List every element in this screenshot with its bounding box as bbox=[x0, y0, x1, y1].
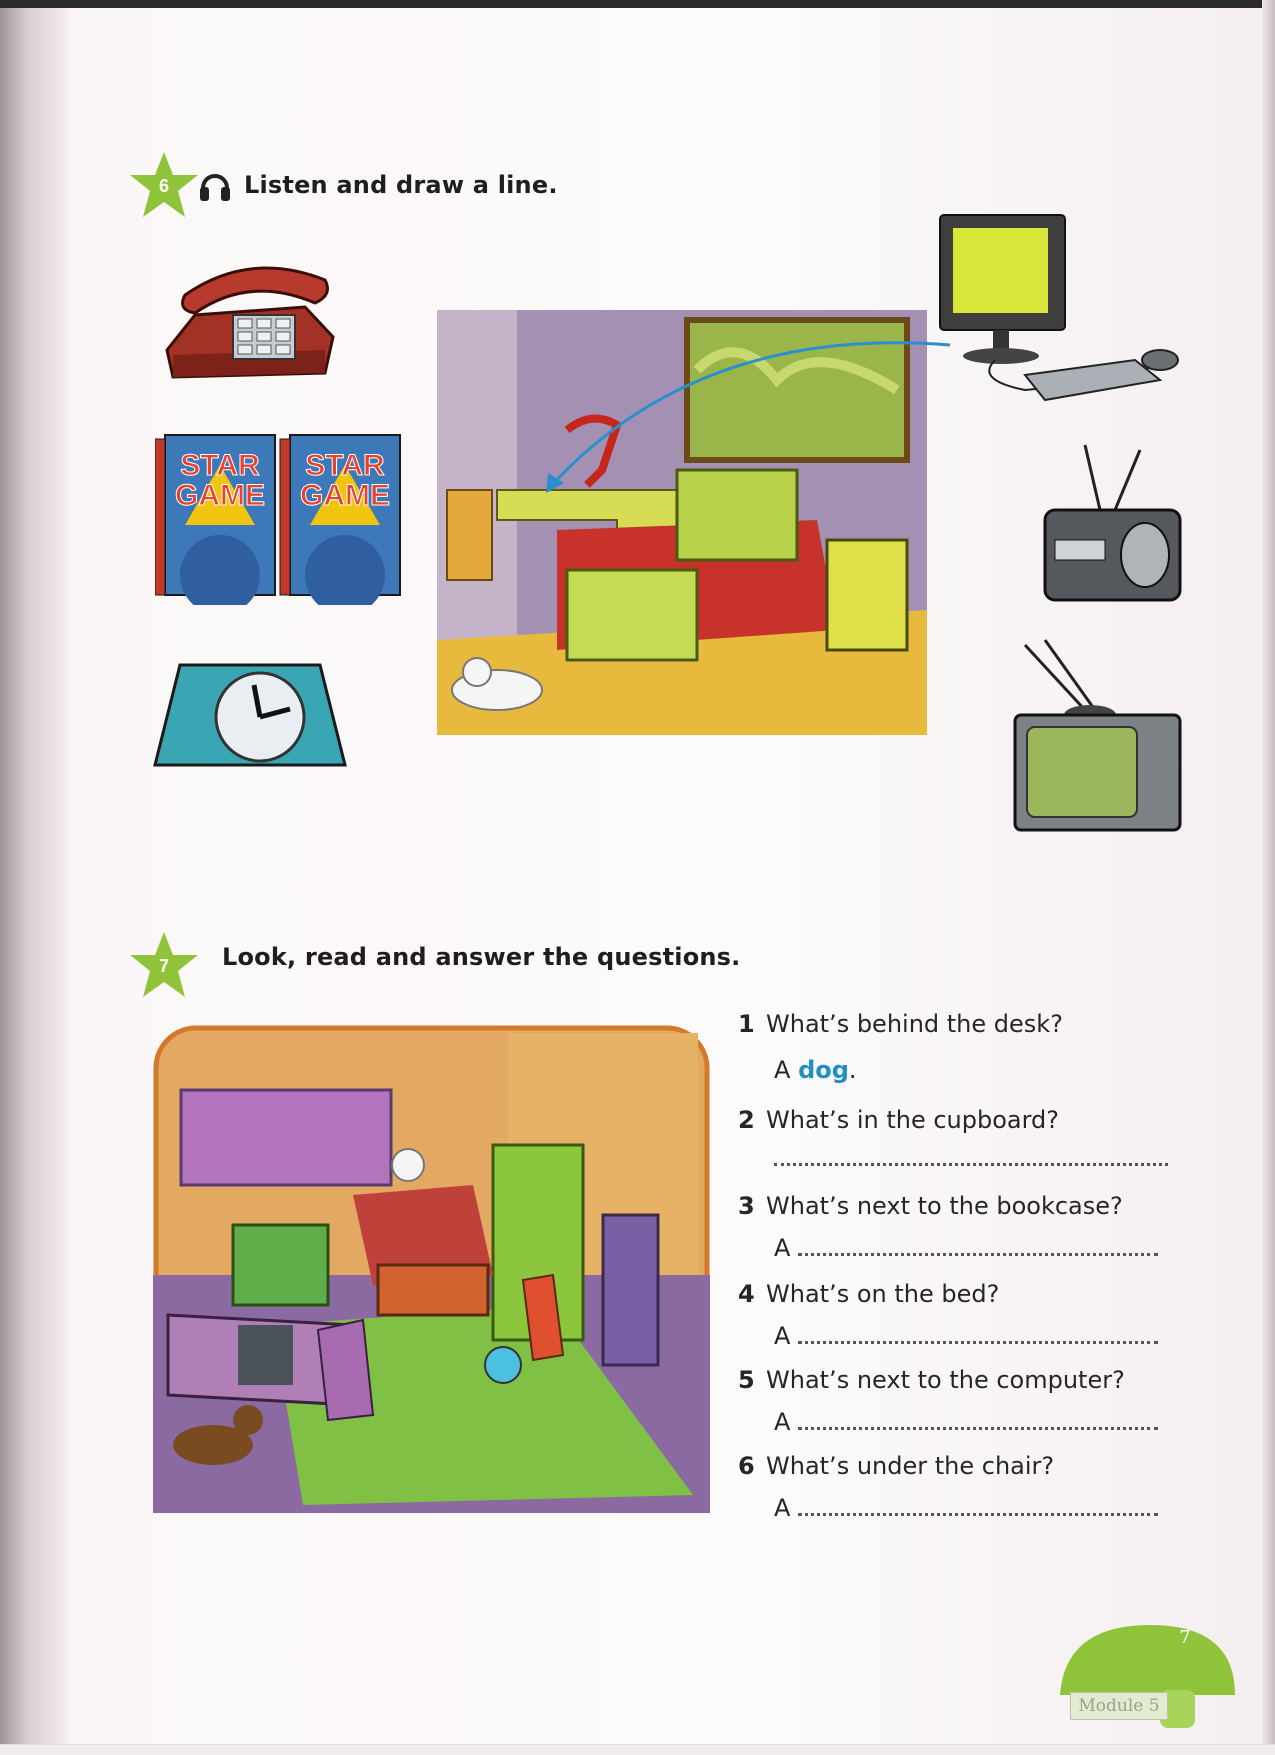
svg-text:GAME: GAME bbox=[300, 479, 390, 512]
book-spine-shadow bbox=[0, 0, 68, 1754]
answer-line-2[interactable] bbox=[774, 1144, 1168, 1172]
question-6: 6 What’s under the chair? bbox=[738, 1452, 1055, 1480]
exercise-7-instruction: Look, read and answer the questions. bbox=[222, 943, 741, 971]
example-answer-arrow bbox=[540, 335, 960, 495]
example-answer-word: dog bbox=[798, 1056, 849, 1084]
page-number: 7 bbox=[1179, 1627, 1191, 1648]
question-3: 3 What’s next to the bookcase? bbox=[738, 1192, 1123, 1220]
answer-blank[interactable] bbox=[774, 1145, 1168, 1166]
scan-top-edge bbox=[0, 0, 1275, 8]
headphones-icon bbox=[198, 168, 232, 204]
computer-icon bbox=[935, 210, 1195, 420]
answer-line-5[interactable]: A bbox=[774, 1408, 1158, 1436]
question-5: 5 What’s next to the computer? bbox=[738, 1366, 1125, 1394]
exercise-6-number: 6 bbox=[158, 175, 169, 196]
room-scene-illustration bbox=[153, 1025, 710, 1513]
exercise-6-instruction: Listen and draw a line. bbox=[244, 171, 558, 199]
radio-icon bbox=[1040, 440, 1190, 610]
telephone-icon bbox=[155, 255, 345, 385]
answer-blank[interactable] bbox=[798, 1235, 1158, 1256]
svg-text:STAR: STAR bbox=[305, 449, 385, 482]
question-1: 1 What’s behind the desk? bbox=[738, 1010, 1063, 1038]
answer-line-6[interactable]: A bbox=[774, 1494, 1158, 1522]
scan-bottom-edge bbox=[0, 1744, 1275, 1755]
question-2: 2 What’s in the cupboard? bbox=[738, 1106, 1060, 1134]
exercise-7-star-badge bbox=[128, 930, 200, 1002]
answer-blank[interactable] bbox=[798, 1495, 1158, 1516]
svg-text:STAR: STAR bbox=[180, 449, 260, 482]
answer-blank[interactable] bbox=[798, 1323, 1158, 1344]
answer-1: A dog. bbox=[774, 1056, 857, 1084]
tv-icon bbox=[1005, 635, 1185, 840]
svg-text:GAME: GAME bbox=[175, 479, 265, 512]
page-right-edge bbox=[1262, 0, 1275, 1754]
module-label: Module 5 bbox=[1070, 1692, 1168, 1720]
answer-line-3[interactable]: A bbox=[774, 1234, 1158, 1262]
question-4: 4 What’s on the bed? bbox=[738, 1280, 1000, 1308]
answer-line-4[interactable]: A bbox=[774, 1322, 1158, 1350]
computer-game-boxes-icon bbox=[155, 425, 405, 605]
clock-icon bbox=[150, 655, 350, 775]
exercise-7-number: 7 bbox=[158, 955, 169, 976]
answer-blank[interactable] bbox=[798, 1409, 1158, 1430]
exercise-6-star-badge bbox=[128, 150, 200, 222]
